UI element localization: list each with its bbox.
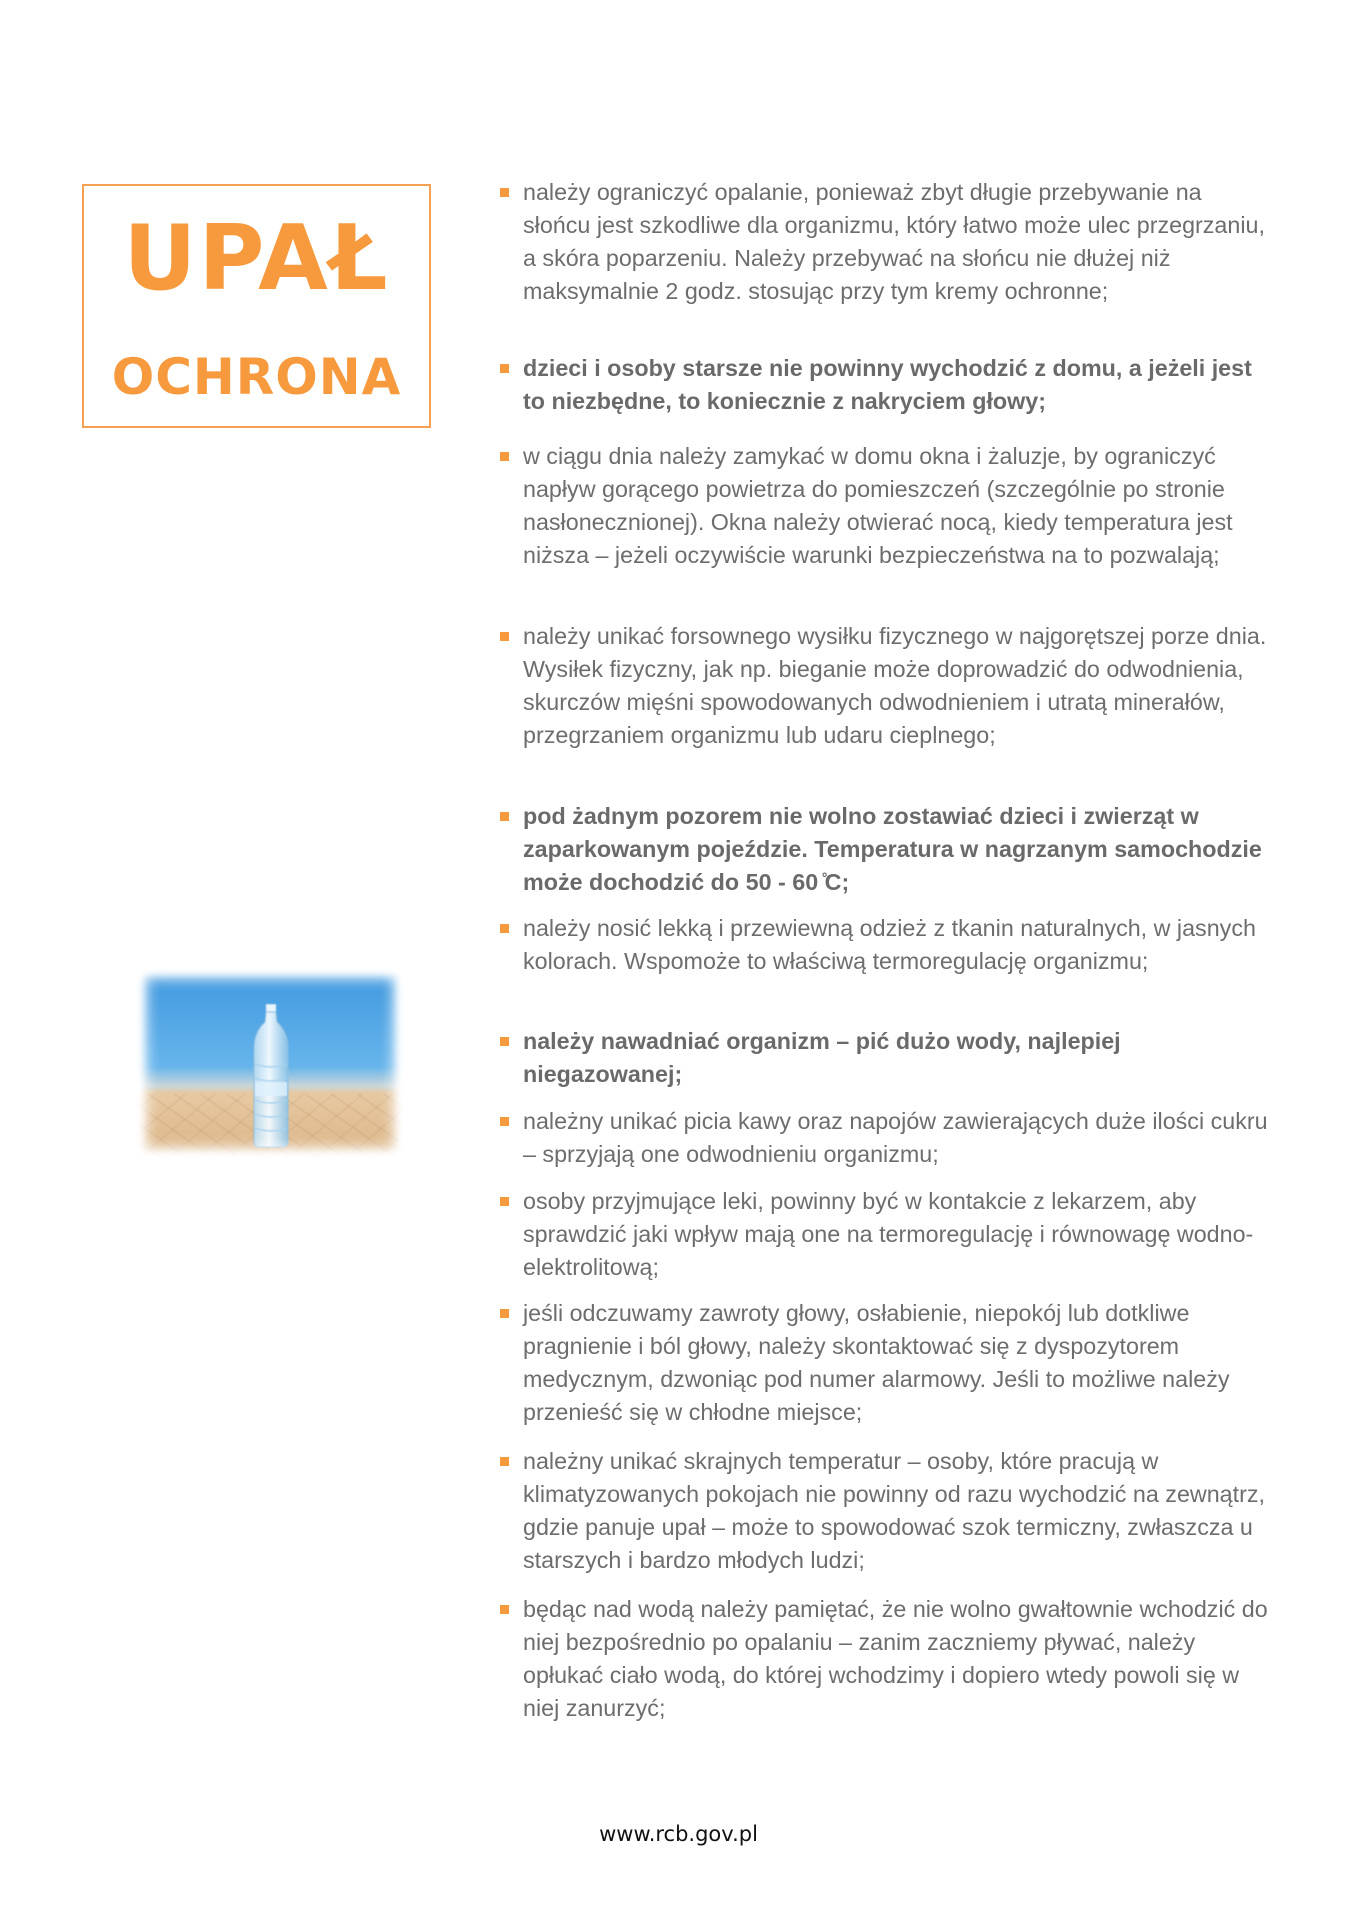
list-item: osoby przyjmujące leki, powinny być w kontakcie z lekarzem, aby sprawdzić jaki wpływ mają one na termoregulację i równowagę wodno-elektrolitową; (498, 1185, 1268, 1284)
list-item: należy nawadniać organizm – pić dużo wody, najlepiej niegazowanej; (498, 1025, 1268, 1091)
list-item: w ciągu dnia należy zamykać w domu okna i żaluzje, by ograniczyć napływ gorącego powietrza do pomieszczeń (szczególnie po stronie nasłonecznionej). Okna należy otwierać nocą, kiedy temperatura jest niższa – jeżeli oczywiście warunki bezpieczeństwa na to pozwalają; (498, 440, 1268, 572)
safety-tips-list (498, 176, 1268, 1725)
footer-url: www.rcb.gov.pl (599, 1822, 758, 1846)
list-item: jeśli odczuwamy zawroty głowy, osłabienie, niepokój lub dotkliwe pragnienie i ból głowy, należy skontaktować się z dyspozytorem medycznym, dzwoniąc pod numer alarmowy. Jeśli to możliwe należy przenieść się w chłodne miejsce; (498, 1297, 1268, 1429)
page-subtitle: OCHRONA (111, 348, 402, 406)
list-item: będąc nad wodą należy pamiętać, że nie wolno gwałtownie wchodzić do niej bezpośrednio po opalaniu – zanim zaczniemy pływać, należy opłukać ciało wodą, do której wchodzimy i dopiero wtedy powoli się w niej zanurzyć; (498, 1593, 1268, 1725)
list-item: należny unikać skrajnych temperatur – osoby, które pracują w klimatyzowanych pokojach nie powinny od razu wychodzić na zewnątrz, gdzie panuje upał – może to spowodować szok termiczny, zwłaszcza u starszych i bardzo młodych ludzi; (498, 1445, 1268, 1577)
list-item: należny unikać picia kawy oraz napojów zawierających duże ilości cukru – sprzyjają one odwodnieniu organizmu; (498, 1105, 1268, 1171)
list-item: pod żadnym pozorem nie wolno zostawiać dzieci i zwierząt w zaparkowanym pojeździe. Temperatura w nagrzanym samochodzie może dochodzić do 50 - 60 ̊C; (498, 800, 1268, 899)
list-item: należy ograniczyć opalanie, ponieważ zbyt długie przebywanie na słońcu jest szkodliwe dla organizmu, który łatwo może ulec przegrzaniu, a skóra poparzeniu. Należy przebywać na słońcu nie dłużej niż maksymalnie 2 godz. stosując przy tym kremy ochronne; (498, 176, 1268, 308)
list-item: należy unikać forsownego wysiłku fizycznego w najgorętszej porze dnia. Wysiłek fizyczny, jak np. bieganie może doprowadzić do odwodnienia, skurczów mięśni spowodowanych odwodnieniem i utratą minerałów, przegrzaniem organizmu lub udaru cieplnego; (498, 620, 1268, 752)
list-item: dzieci i osoby starsze nie powinny wychodzić z domu, a jeżeli jest to niezbędne, to koniecznie z nakryciem głowy; (498, 352, 1268, 418)
list-item: należy nosić lekką i przewiewną odzież z tkanin naturalnych, w jasnych kolorach. Wspomoże to właściwą termoregulację organizmu; (498, 912, 1268, 978)
water-bottle-photo (136, 968, 404, 1158)
photo-vignette (136, 968, 404, 1158)
title-box (82, 184, 431, 428)
page-title: UPAŁ (123, 206, 390, 311)
